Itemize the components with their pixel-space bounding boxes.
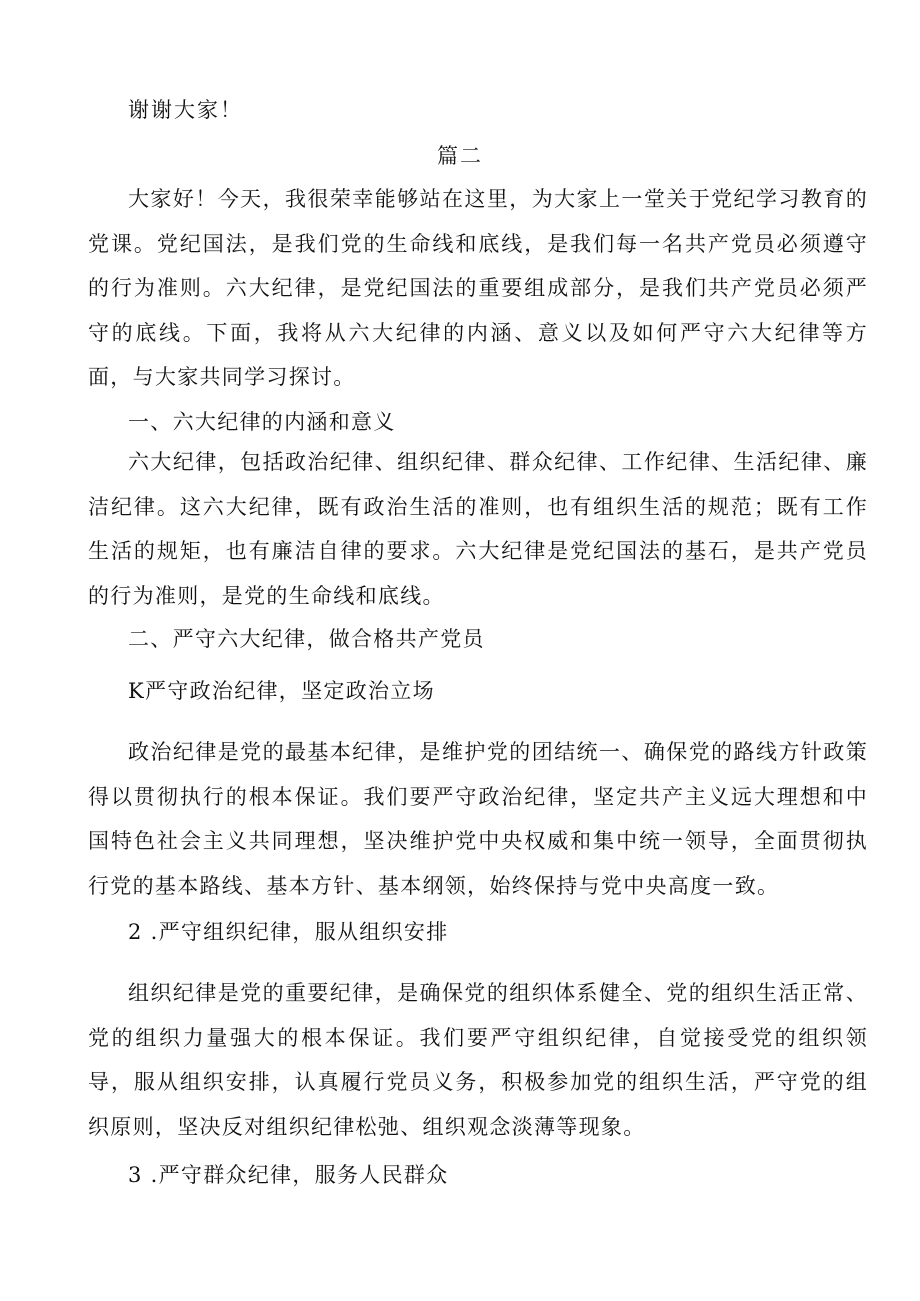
closing-line: 谢谢大家！: [128, 98, 243, 122]
heading-1: 一、六大纪律的内涵和意义: [128, 410, 396, 434]
paragraph-3: 组织纪律是党的重要纪律，是确保党的组织体系健全、党的组织生活正常、党的组织力量强大的根本保证。我们要严守组织纪律，自觉接受党的组织领导，服从组织安排，认真履行党员义务，积极参加党的组织生活，严守党的组织原则，坚决反对组织纪律松弛、组织观念淡薄等现象。: [88, 981, 868, 1139]
subheading-2: 2 .严守组织纪律，服从组织安排: [128, 920, 449, 944]
paragraph-1: 六大纪律，包括政治纪律、组织纪律、群众纪律、工作纪律、生活纪律、廉洁纪律。这六大纪律，既有政治生活的准则，也有组织生活的规范；既有工作生活的规矩，也有廉洁自律的要求。六大纪律是党纪国法的基石，是共产党员的行为准则，是党的生命线和底线。: [88, 450, 868, 608]
subheading-3: 3 .严守群众纪律，服务人民群众: [128, 1163, 449, 1187]
section-title: 篇二: [437, 144, 483, 168]
paragraph-2: 政治纪律是党的最基本纪律，是维护党的团结统一、确保党的路线方针政策得以贯彻执行的根本保证。我们要严守政治纪律，坚定共产主义远大理想和中国特色社会主义共同理想，坚决维护党中央权威和集中统一领导，全面贯彻执行党的基本路线、基本方针、基本纲领，始终保持与党中央高度一致。: [88, 740, 868, 898]
subheading-1: K严守政治纪律，坚定政治立场: [128, 679, 435, 703]
heading-2: 二、严守六大纪律，做合格共产党员: [128, 627, 485, 651]
intro-paragraph: 大家好！今天，我很荣幸能够站在这里，为大家上一堂关于党纪学习教育的党课。党纪国法，是我们党的生命线和底线，是我们每一名共产党员必须遵守的行为准则。六大纪律，是党纪国法的重要组成部分，是我们共产党员必须严守的底线。下面，我将从六大纪律的内涵、意义以及如何严守六大纪律等方面，与大家共同学习探讨。: [88, 187, 868, 389]
